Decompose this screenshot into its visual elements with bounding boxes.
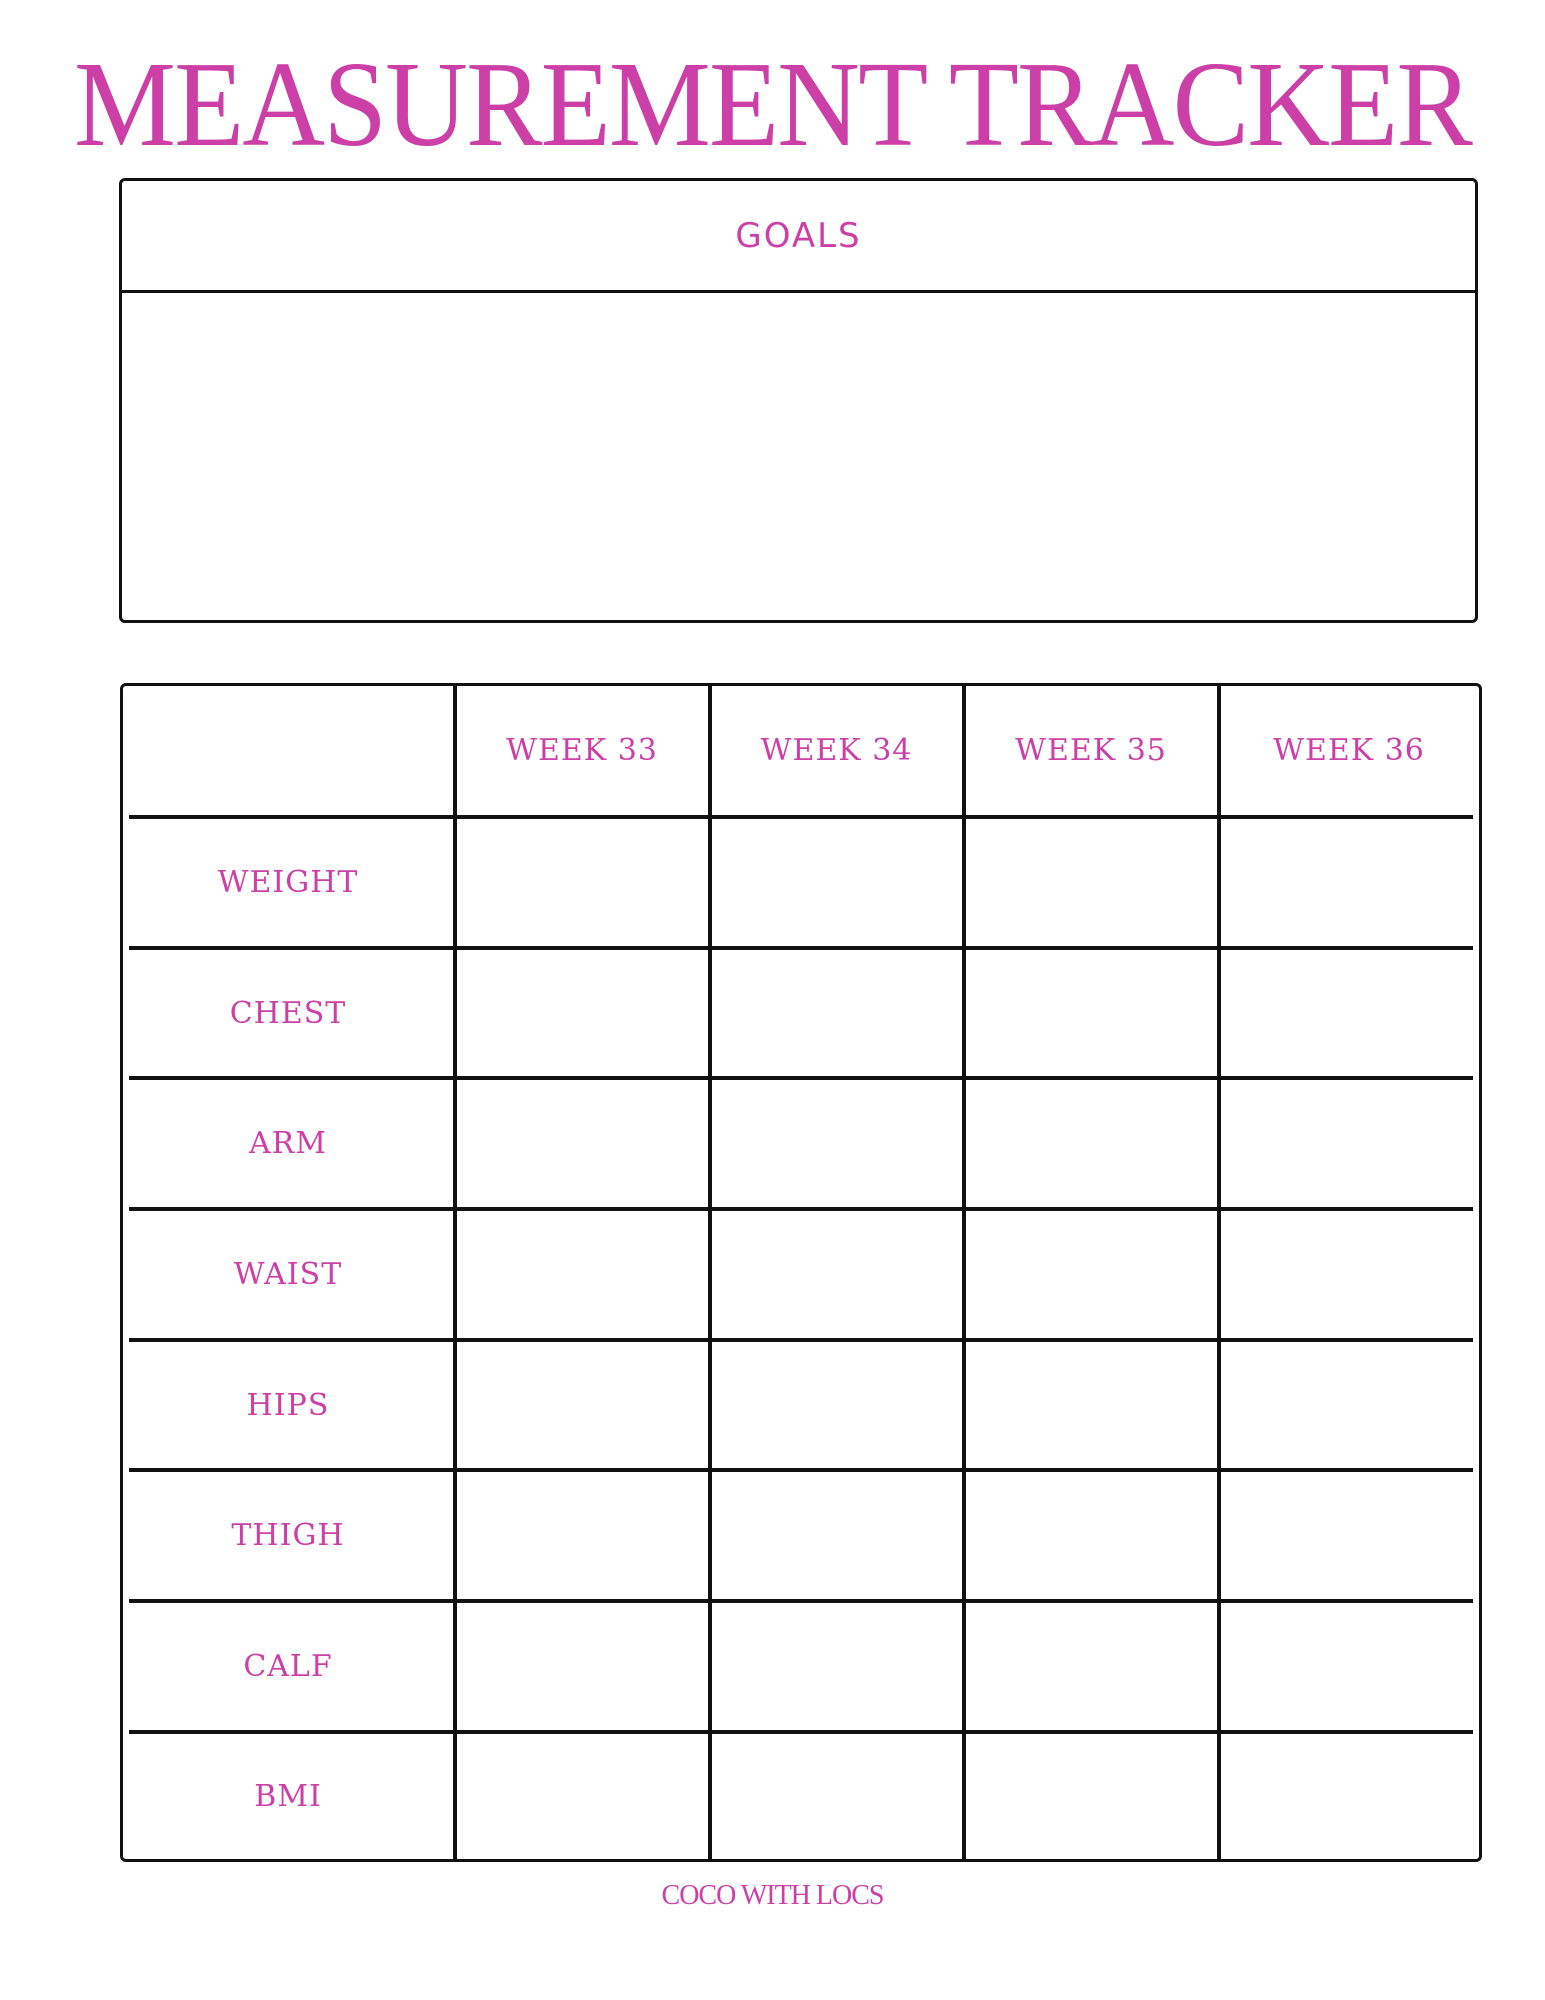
- column-divider: [708, 683, 712, 1862]
- column-header-week-35: WEEK 35: [1015, 733, 1167, 768]
- row-label-arm: ARM: [249, 1126, 327, 1161]
- row-divider: [129, 815, 1473, 819]
- row-divider: [129, 1338, 1473, 1342]
- row-divider: [129, 1207, 1473, 1211]
- row-label-bmi: BMI: [254, 1778, 322, 1814]
- row-label-waist: WAIST: [233, 1257, 343, 1292]
- page-title: MEASUREMENT TRACKER: [74, 37, 1471, 172]
- column-divider: [453, 683, 457, 1862]
- row-divider: [129, 1599, 1473, 1603]
- row-label-weight: WEIGHT: [217, 865, 359, 900]
- column-divider: [1217, 683, 1221, 1862]
- column-divider: [962, 683, 966, 1862]
- measurement-table: [120, 683, 1482, 1862]
- goals-label: GOALS: [735, 215, 862, 256]
- goals-box: [119, 178, 1478, 623]
- row-divider: [129, 1076, 1473, 1080]
- column-header-week-33: WEEK 33: [506, 733, 658, 768]
- row-divider: [129, 946, 1473, 950]
- row-label-thigh: THIGH: [231, 1518, 345, 1553]
- row-label-hips: HIPS: [246, 1387, 330, 1423]
- row-label-chest: CHEST: [229, 995, 347, 1031]
- footer-brand: COCO WITH LOCS: [661, 1880, 884, 1911]
- row-divider: [129, 1730, 1473, 1734]
- row-label-calf: CALF: [243, 1649, 333, 1684]
- column-header-week-36: WEEK 36: [1273, 733, 1425, 768]
- row-divider: [129, 1468, 1473, 1472]
- goals-header: [122, 181, 1475, 293]
- goals-writing-area[interactable]: [122, 293, 1475, 620]
- column-header-week-34: WEEK 34: [760, 733, 913, 768]
